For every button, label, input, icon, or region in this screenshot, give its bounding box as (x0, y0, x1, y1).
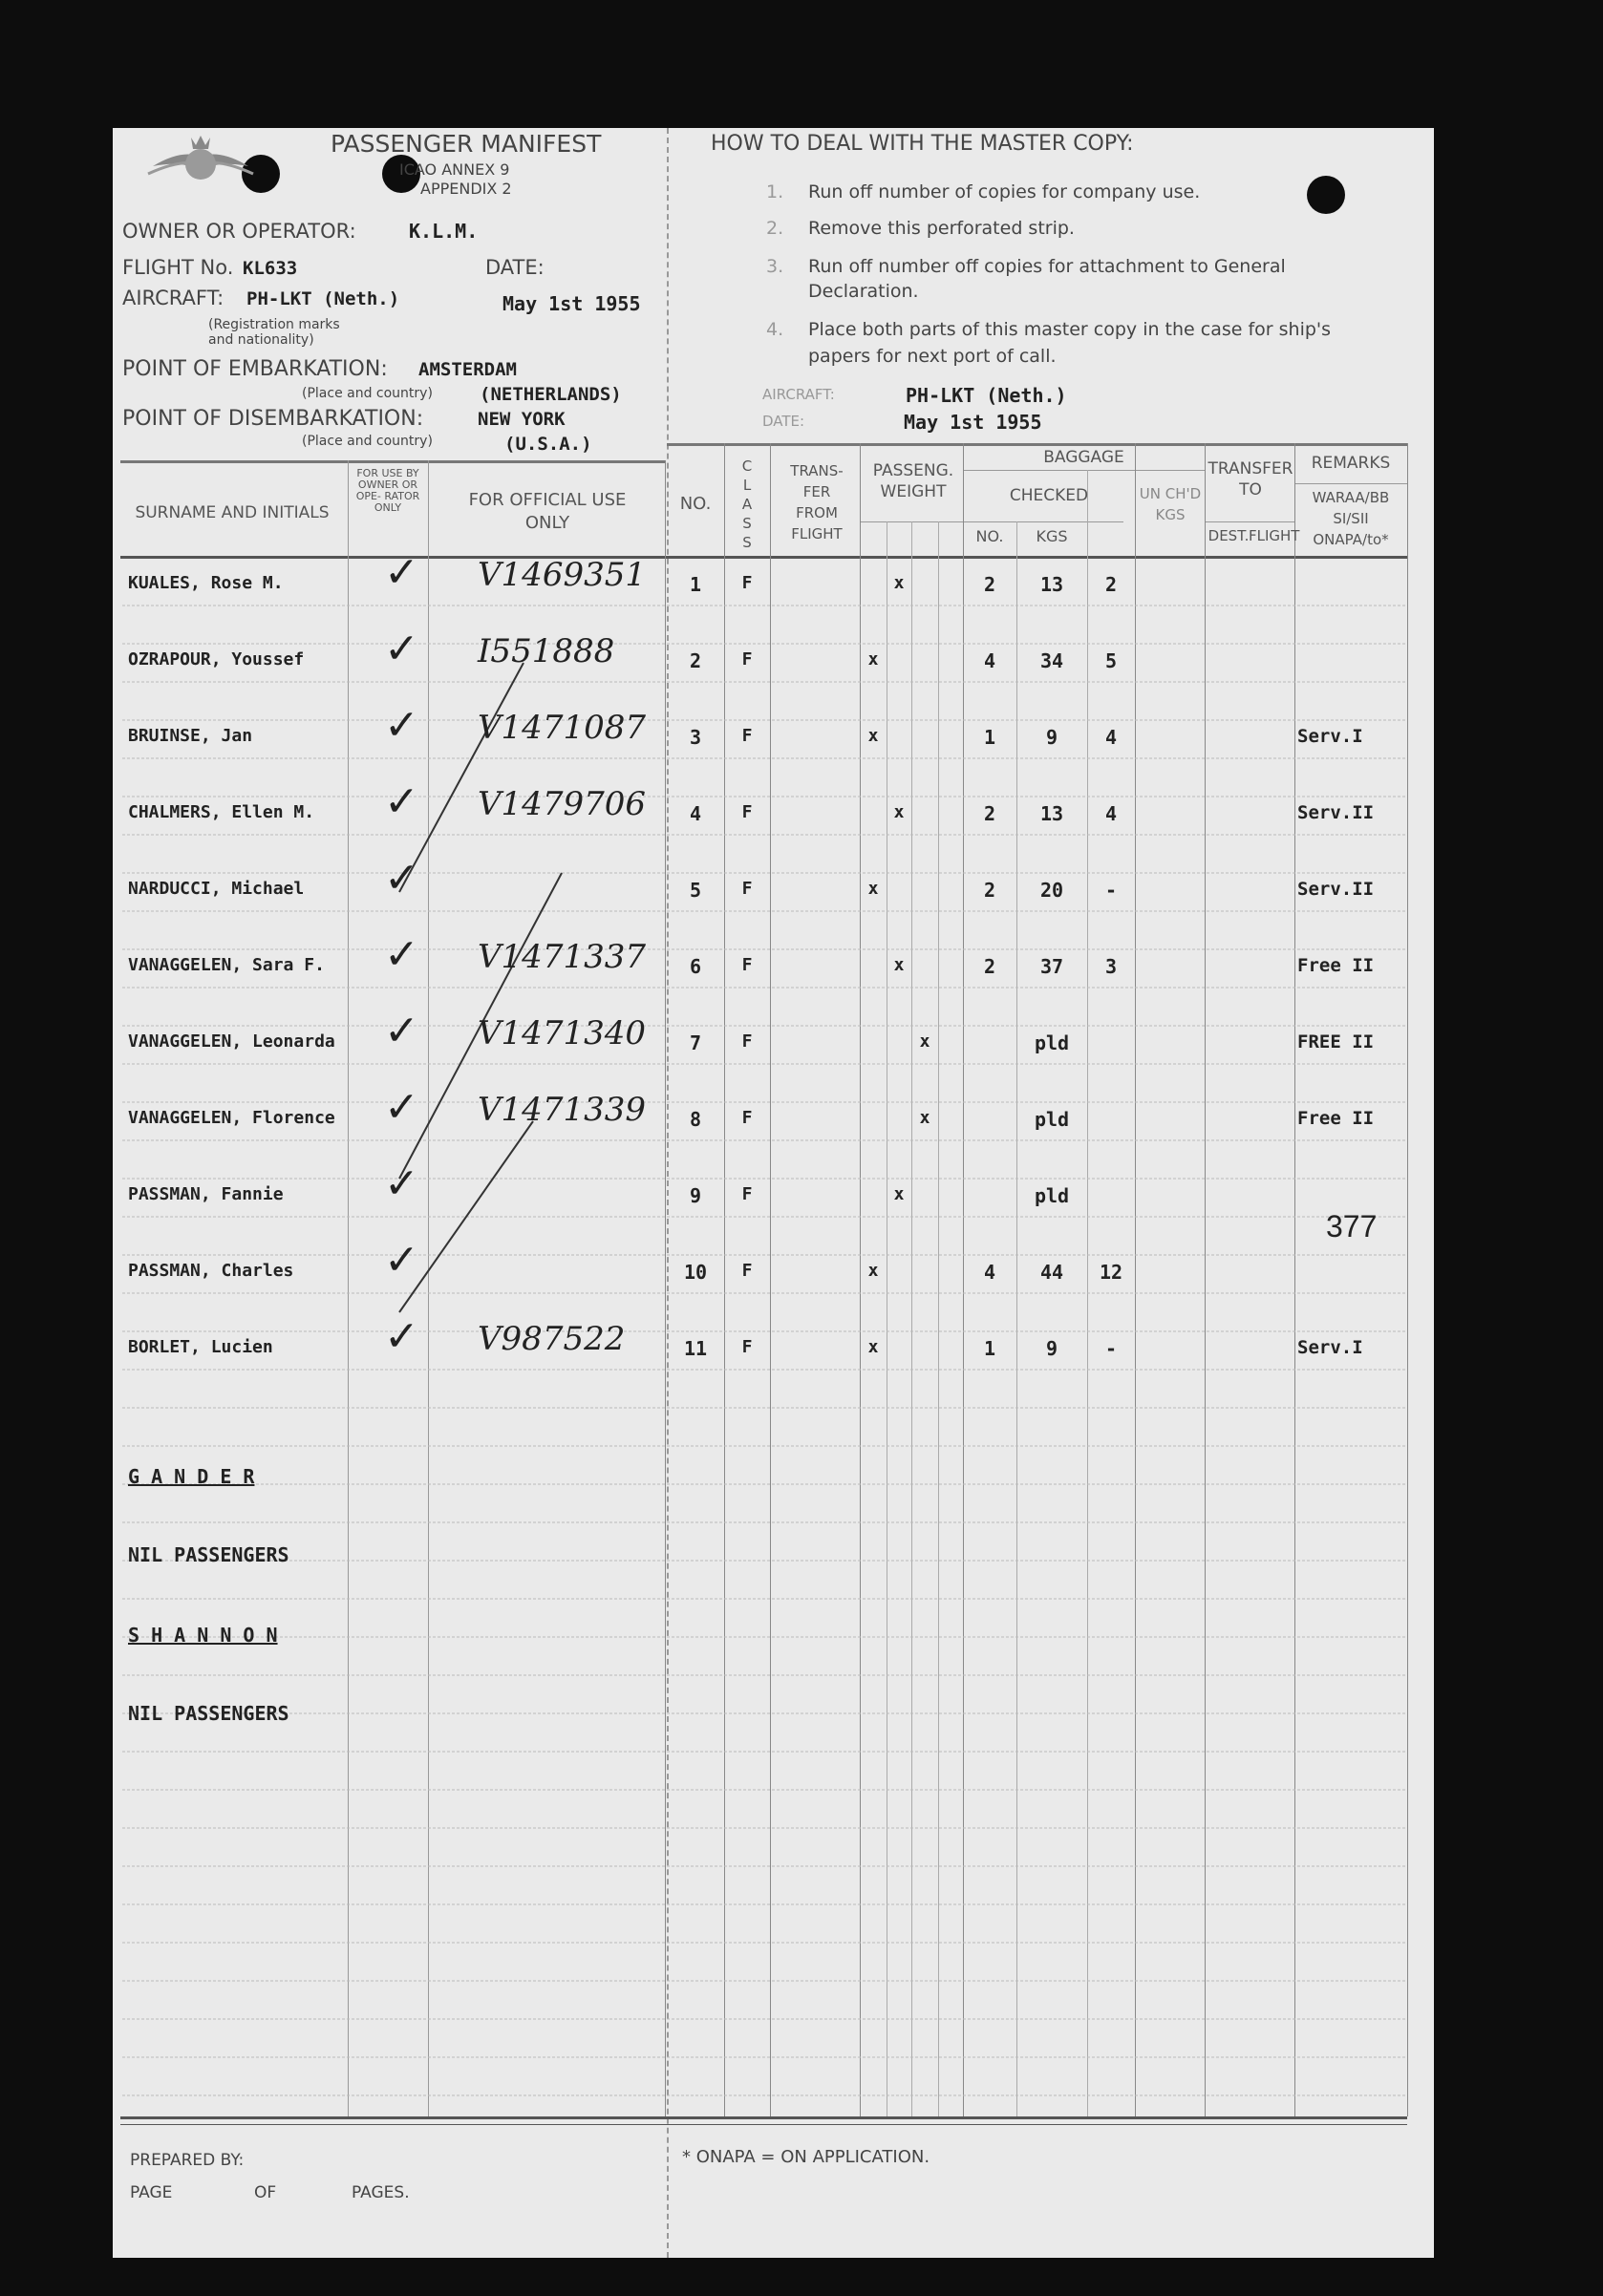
stop-note: NIL PASSENGERS (128, 1702, 289, 1725)
class-code: F (741, 726, 753, 746)
col-header-surname: SURNAME AND INITIALS (135, 503, 330, 522)
checkmark-icon: ✓ (384, 1236, 419, 1285)
baggage-kgs: 37 (1039, 955, 1064, 978)
class-code: F (741, 1108, 753, 1128)
checkmark-icon: ✓ (384, 854, 419, 903)
passenger-name: VANAGGELEN, Leonarda (128, 1031, 335, 1052)
baggage-count: 4 (983, 649, 996, 672)
weight-mark: x (867, 726, 879, 746)
passenger-no: 10 (683, 1261, 708, 1284)
passenger-name: OZRAPOUR, Youssef (128, 649, 305, 670)
weight-mark: x (893, 802, 905, 822)
owner-value: K.L.M. (409, 220, 479, 243)
passenger-no: 9 (689, 1184, 702, 1207)
baggage-kgs: 9 (1045, 1337, 1058, 1360)
col-header-remarks-sub: WARAA/BB SI/SII ONAPA/to* (1312, 489, 1390, 548)
col-header-baggage-kgs: KGS (1036, 527, 1068, 545)
flight-label: FLIGHT No. (122, 256, 234, 279)
class-code: F (741, 802, 753, 822)
registration-note: (Registration marks (208, 317, 340, 332)
unchecked-kgs: 5 (1104, 649, 1118, 672)
baggage-kgs: 20 (1039, 879, 1064, 902)
footnote: * ONAPA = ON APPLICATION. (682, 2147, 930, 2167)
remark-code: Serv.I (1297, 726, 1363, 747)
remark-code: Free II (1297, 1108, 1375, 1129)
place-country-note: (Place and country) (302, 434, 433, 449)
date-value: May 1st 1955 (502, 292, 641, 315)
passenger-no: 11 (683, 1337, 708, 1360)
col-header-baggage: BAGGAGE (1043, 448, 1124, 467)
checkmark-icon: ✓ (384, 1159, 419, 1208)
disembarkation-country: (U.S.A.) (504, 434, 592, 455)
checkmark-icon: ✓ (384, 1312, 419, 1361)
baggage-count: 2 (983, 573, 996, 596)
place-country-note: (Place and country) (302, 386, 433, 401)
baggage-count: 1 (983, 1337, 996, 1360)
col-header-checked: CHECKED (1009, 486, 1089, 505)
passenger-name: VANAGGELEN, Sara F. (128, 955, 325, 975)
embarkation-value: AMSTERDAM (418, 359, 517, 380)
passenger-name: PASSMAN, Charles (128, 1261, 294, 1281)
passenger-no: 6 (689, 955, 702, 978)
unchecked-kgs: 2 (1104, 573, 1118, 596)
baggage-count: 2 (983, 879, 996, 902)
official-number: V1469351 (478, 556, 646, 594)
unchecked-kgs: - (1104, 879, 1118, 902)
baggage-count: 4 (983, 1261, 996, 1284)
weight-mark: x (867, 879, 879, 899)
col-header-transfer-from: TRANS- FER FROM FLIGHT (790, 462, 844, 542)
passenger-no: 1 (689, 573, 702, 596)
passenger-name: VANAGGELEN, Florence (128, 1108, 335, 1128)
class-code: F (741, 879, 753, 899)
stop-name: S H A N N O N (128, 1624, 278, 1647)
passenger-no: 8 (689, 1108, 702, 1131)
weight-mark: x (893, 1184, 905, 1204)
passenger-no: 7 (689, 1031, 702, 1054)
aircraft-label: AIRCRAFT: (122, 287, 224, 309)
official-number: V1479706 (478, 785, 646, 823)
col-header-transfer-to: TRANSFER TO (1208, 459, 1293, 500)
weight-mark: x (919, 1031, 930, 1052)
stop-name: G A N D E R (128, 1465, 255, 1488)
col-header-flight: FLIGHT (1249, 527, 1300, 544)
embarkation-label: POINT OF EMBARKATION: (122, 357, 388, 381)
page-label: PAGE (130, 2183, 173, 2202)
manifest-document: PASSENGER MANIFEST ICAO ANNEX 9 APPENDIX 2 OWNER OR OPERATOR: K.L.M. FLIGHT No. KL633 DATE: AIRCRAFT: PH-LKT (Neth.) May 1st 1955 (Registration marks and nationality) POINT OF EMBARKATION: AMSTERDAM (Place and country) (NETHERLANDS) POINT OF DISEMBARKATION: NEW YORK (Place and country) (U.S.A.) HOW TO DEAL WITH THE MASTER COPY: 1. Run off number of copies for company use. 2. Remove this perforated strip. 3. Run off number off copies for attachment to General Declaration. 4. Place both parts of this master copy in the case for ship's papers for next port of call. AIRCRAFT: PH-LKT (Neth.) DATE: May 1st 1955 SURNAME AND INITIALS FOR USE BY OWNER OR OPE- RATOR ONLY FOR OFFICIAL USE ONLY NO. CLASS TRANS- FER FROM FLIGHT PASSENG. WEIGHT BAGGAGE CHECKED NO. KGS UN CH'D KGS TRANSFER TO DEST. FLIGHT REMARKS WARAA/BB SI/SII ONAPA/to* KUALES, Rose M. V1469351 1 F x 2 13 2 ✓ OZRAPOUR, Youssef I551888 2 F x 4 34 5 ✓ BRUINSE, Jan V1471087 3 F x 1 9 4 Serv.I ✓ CHALMERS, Ellen M. V1479706 4 F x 2 13 4 Serv.II ✓ NARDUCCI, Michael 5 F x 2 20 - Serv.II ✓ VANAGGELEN, Sara F. V1471337 6 F x 2 37 3 Free II ✓ VANAGGELEN, Leonarda V1471340 7 F x pld FREE II ✓ VANAGGELEN, Florence V1471339 8 F x pld Free II ✓ PASSMAN, Fannie 9 F x pld ✓ PASSMAN, Charles 10 F x 4 44 12 ✓ BORLET, Lucien V987522 11 F x 1 9 - Serv.I ✓ G A N D E R NIL PASSENGERS S H A N N O N NIL PASSENGERS 377 PREPARED BY: PAGE OF PAGES. * ONAPA = ON APPLICATION. (113, 128, 1434, 2258)
baggage-count: 2 (983, 955, 996, 978)
class-code: F (741, 573, 753, 593)
passenger-name: KUALES, Rose M. (128, 573, 284, 593)
official-number: V987522 (478, 1320, 626, 1358)
col-header-remarks: REMARKS (1311, 454, 1391, 473)
checkmark-icon: ✓ (384, 930, 419, 979)
baggage-kgs: 34 (1039, 649, 1064, 672)
baggage-count: 1 (983, 726, 996, 749)
checkmark-icon: ✓ (384, 548, 419, 597)
col-header-baggage-no: NO. (975, 527, 1004, 545)
col-header-unchecked: UN CH'D KGS (1139, 485, 1202, 523)
form-subtitle: APPENDIX 2 (420, 180, 512, 198)
passenger-name: PASSMAN, Fannie (128, 1184, 284, 1204)
registration-note: and nationality) (208, 332, 314, 348)
instr-aircraft-label: AIRCRAFT: (762, 386, 835, 403)
remark-code: Serv.II (1297, 802, 1375, 823)
stop-note: NIL PASSENGERS (128, 1543, 289, 1566)
embarkation-country: (NETHERLANDS) (480, 384, 622, 405)
owner-label: OWNER OR OPERATOR: (122, 220, 356, 243)
instr-aircraft-value: PH-LKT (Neth.) (906, 384, 1067, 407)
baggage-kgs: 13 (1039, 802, 1064, 825)
remark-code: Serv.II (1297, 879, 1375, 900)
aircraft-value: PH-LKT (Neth.) (246, 288, 400, 309)
col-header-owner-use: FOR USE BY OWNER OR OPE- RATOR ONLY (355, 467, 420, 514)
baggage-kgs: 9 (1045, 726, 1058, 749)
passenger-no: 4 (689, 802, 702, 825)
remark-code: Serv.I (1297, 1337, 1363, 1358)
date-label: DATE: (485, 256, 545, 279)
weight-mark: x (867, 1337, 879, 1357)
weight-mark: x (867, 649, 879, 670)
class-code: F (741, 1261, 753, 1281)
weight-mark: x (893, 955, 905, 975)
official-number: V1471337 (478, 938, 646, 976)
disembarkation-label: POINT OF DISEMBARKATION: (122, 407, 424, 431)
passenger-name: CHALMERS, Ellen M. (128, 802, 315, 822)
prepared-by-label: PREPARED BY: (130, 2151, 245, 2170)
official-number: V1471087 (478, 709, 646, 747)
flight-value: KL633 (243, 258, 298, 279)
class-code: F (741, 649, 753, 670)
of-label: OF (254, 2183, 277, 2202)
baggage-kgs: 13 (1039, 573, 1064, 596)
weight-mark: x (919, 1108, 930, 1128)
pages-label: PAGES. (352, 2183, 410, 2202)
checkmark-icon: ✓ (384, 1083, 419, 1132)
baggage-kgs: pld (1034, 1108, 1070, 1131)
passenger-no: 3 (689, 726, 702, 749)
instr-date-label: DATE: (762, 413, 805, 430)
passenger-no: 5 (689, 879, 702, 902)
class-code: F (741, 1184, 753, 1204)
checkmark-icon: ✓ (384, 625, 419, 673)
form-subtitle: ICAO ANNEX 9 (399, 160, 510, 179)
official-number: V1471340 (478, 1014, 646, 1052)
baggage-kgs: 44 (1039, 1261, 1064, 1284)
remark-code: Free II (1297, 955, 1375, 976)
baggage-kgs: pld (1034, 1184, 1070, 1207)
unchecked-kgs: 4 (1104, 802, 1118, 825)
passenger-name: BORLET, Lucien (128, 1337, 273, 1357)
official-number: I551888 (478, 632, 615, 670)
checkmark-icon: ✓ (384, 1007, 419, 1055)
page-number-stamp: 377 (1326, 1209, 1378, 1244)
disembarkation-value: NEW YORK (478, 409, 566, 430)
form-title: PASSENGER MANIFEST (331, 130, 602, 158)
instructions-title: HOW TO DEAL WITH THE MASTER COPY: (711, 132, 1134, 156)
passenger-name: NARDUCCI, Michael (128, 879, 305, 899)
instr-date-value: May 1st 1955 (904, 411, 1042, 434)
class-code: F (741, 955, 753, 975)
class-code: F (741, 1031, 753, 1052)
col-header-official: FOR OFFICIAL USE ONLY (468, 490, 627, 533)
passenger-no: 2 (689, 649, 702, 672)
weight-mark: x (893, 573, 905, 593)
checkmark-icon: ✓ (384, 701, 419, 750)
unchecked-kgs: 4 (1104, 726, 1118, 749)
unchecked-kgs: 12 (1099, 1261, 1123, 1284)
weight-mark: x (867, 1261, 879, 1281)
col-header-weight: PASSENG. WEIGHT (872, 461, 954, 501)
checkmark-icon: ✓ (384, 777, 419, 826)
col-header-class: CLASS (741, 457, 753, 551)
official-number: V1471339 (478, 1091, 646, 1129)
remark-code: FREE II (1297, 1031, 1375, 1052)
baggage-count: 2 (983, 802, 996, 825)
col-header-no: NO. (679, 494, 712, 514)
class-code: F (741, 1337, 753, 1357)
unchecked-kgs: 3 (1104, 955, 1118, 978)
col-header-dest: DEST. (1208, 527, 1250, 544)
baggage-kgs: pld (1034, 1031, 1070, 1054)
unchecked-kgs: - (1104, 1337, 1118, 1360)
passenger-name: BRUINSE, Jan (128, 726, 253, 746)
